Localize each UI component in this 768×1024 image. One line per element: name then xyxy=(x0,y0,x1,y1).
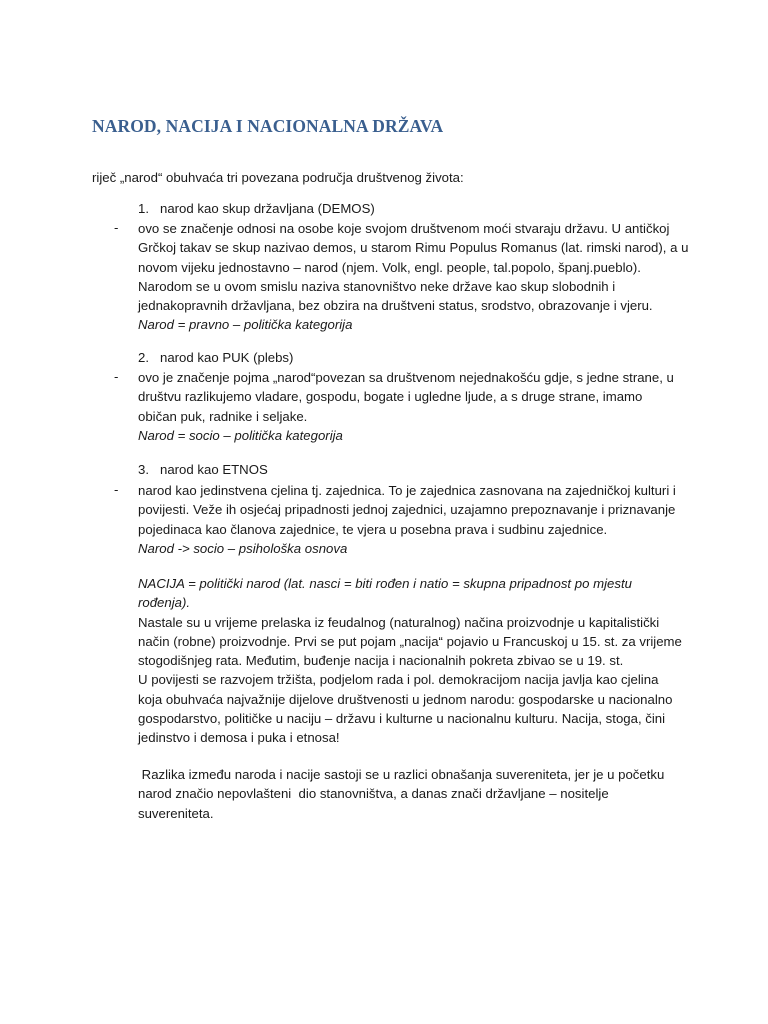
nacija-line: koja obuhvaća najvažnije dijelove društvenosti u jednom narodu: gospodarske u nacionalno xyxy=(138,691,673,707)
nacija-line: U povijesti se razvojem tržišta, podjelom rada i pol. demokracijom nacija javlja kao cjelina xyxy=(138,672,659,688)
section-1-paragraph xyxy=(138,219,689,335)
section-1-line: novom vijeku jednostavno – narod (njem. Volk, engl. people, tal.popolo, španj.pueblo). xyxy=(138,259,641,275)
section-2-note: Narod = socio – politička kategorija xyxy=(138,427,343,443)
closing-line: Razlika između naroda i nacije sastoji se u razlici obnašanja suvereniteta, jer je u početku xyxy=(138,767,665,782)
section-2-line: običan puk, radnike i seljake. xyxy=(138,408,308,424)
section-1-line: Grčkoj takav se skup nazivao demos, u starom Rimu Populus Romanus (lat. rimski narod), a u xyxy=(138,240,689,256)
section-2-line: ovo je značenje pojma „narod“povezan sa društvenom nejednakošću gdje, s jedne strane, u xyxy=(138,370,674,385)
section-1-note: Narod = pravno – politička kategorija xyxy=(138,317,353,333)
closing-paragraph xyxy=(138,765,673,823)
nacija-definition-line: NACIJA = politički narod (lat. nasci = biti rođen i natio = skupna pripadnost po mjestu xyxy=(138,576,632,591)
nacija-definition-line: rođenja). xyxy=(138,595,191,611)
section-3-heading xyxy=(138,462,268,477)
nacija-line: Nastale su u vrijeme prelaska iz feudalnog (naturalnog) načina proizvodnje u kapitalistički xyxy=(138,614,660,630)
section-3-title: narod kao ETNOS xyxy=(160,462,268,477)
section-1-title: narod kao skup državljana (DEMOS) xyxy=(160,201,375,216)
section-1-line: jednakopravnih državljana, bez obzira na društveni status, srodstvo, obrazovanje i vjeru. xyxy=(138,298,653,314)
section-3-line: povijesti. Veže ih osjećaj pripadnosti jednoj zajednici, uzajamno prepoznavanje i priznavanje xyxy=(138,502,676,518)
nacija-paragraph xyxy=(138,574,682,748)
section-3-line: pojedinaca kao članova zajednice, te vjera u posebna prava i sudbinu zajednice. xyxy=(138,521,608,537)
section-1-number: 1. xyxy=(138,201,149,216)
nacija-line: jedinstvo i demosa i puka i etnosa! xyxy=(138,730,340,746)
section-2-heading xyxy=(138,350,293,365)
section-2-number: 2. xyxy=(138,350,149,365)
document-title: NAROD, NACIJA I NACIONALNA DRŽAVA xyxy=(92,116,444,136)
section-2-title: narod kao PUK (plebs) xyxy=(160,350,294,365)
intro-text: riječ „narod“ obuhvaća tri povezana područja društvenog života: xyxy=(92,170,464,185)
section-3-paragraph xyxy=(138,481,676,558)
section-1-line: ovo se značenje odnosi na osobe koje svojom društvenom moći stvaraju državu. U antičkoj xyxy=(138,221,670,236)
nacija-line: gospodarstvo, političke u naciju – državu i kulturne u nacionalnu kulturu. Nacija, stoga, čini xyxy=(138,711,666,727)
closing-line: suvereniteta. xyxy=(138,805,214,821)
section-1-heading xyxy=(138,201,375,216)
section-3-line: narod kao jedinstvena cjelina tj. zajednica. To je zajednica zasnovana na zajedničkoj kulturi i xyxy=(138,483,676,498)
nacija-line: stogodišnjeg rata. Međutim, buđenje nacija i nacionalnih pokreta zbivao se u 19. st. xyxy=(138,653,624,669)
closing-line: narod značio nepovlašteni dio stanovništva, a danas znači državljane – nositelje xyxy=(138,786,609,802)
section-1-bullet: - xyxy=(114,220,119,235)
section-3-number: 3. xyxy=(138,462,149,477)
section-3-note: Narod -> socio – psihološka osnova xyxy=(138,540,348,556)
section-3-bullet: - xyxy=(114,482,119,497)
section-1-line: Narodom se u ovom smislu naziva stanovništvo neke države kao skup slobodnih i xyxy=(138,278,616,294)
section-2-paragraph xyxy=(138,368,673,445)
nacija-line: način (robne) proizvodnje. Prvi se put pojam „nacija“ pojavio u Francuskoj u 15. st. za vrijeme xyxy=(138,633,682,649)
section-2-line: društvu razlikujemo vladare, gospodu, bogate i ugledne ljude, a s druge strane, imamo xyxy=(138,389,643,405)
section-2-bullet: - xyxy=(114,369,119,384)
